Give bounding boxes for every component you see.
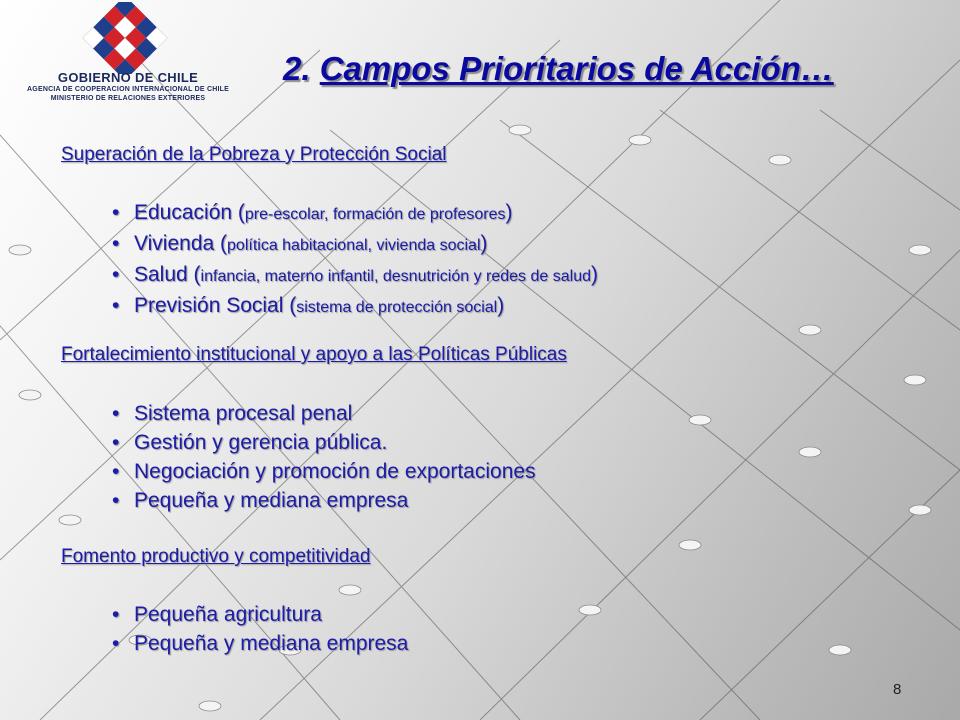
list-item: • Pequeña y mediana empresa — [112, 486, 536, 515]
list-item: • Pequeña agricultura — [112, 600, 408, 629]
list-item: • Negociación y promoción de exportaciones — [112, 457, 536, 486]
section-heading-fortalecimiento: Fortalecimiento institucional y apoyo a las Políticas Públicas — [61, 344, 567, 365]
list-item: • Sistema procesal penal — [112, 399, 536, 428]
bullet-icon: • — [112, 201, 120, 224]
list-item: • Gestión y gerencia pública. — [112, 428, 536, 457]
bullet-icon: • — [112, 232, 120, 255]
bullet-icon: • — [112, 431, 120, 454]
logo-agency-name: AGENCIA DE COOPERACION INTERNACIONAL DE CHILE — [27, 86, 229, 93]
bullet-icon: • — [112, 460, 120, 483]
section-list-fomento — [112, 600, 408, 658]
list-item: • Salud (infancia, materno infantil, desnutrición y redes de salud) — [112, 260, 598, 291]
section-heading-fomento: Fomento productivo y competitividad — [61, 546, 371, 567]
slide-title — [283, 50, 834, 88]
section-list-pobreza — [112, 198, 598, 322]
bullet-icon: • — [112, 603, 120, 626]
logo-government-name: GOBIERNO DE CHILE — [57, 70, 199, 85]
gobierno-de-chile-logo — [8, 2, 248, 110]
bullet-icon: • — [112, 294, 120, 317]
slide-title-text: Campos Prioritarios de Acción… — [319, 50, 834, 87]
bullet-icon: • — [112, 489, 120, 512]
bullet-icon: • — [112, 632, 120, 655]
list-item: • Previsión Social (sistema de protección social) — [112, 291, 598, 322]
chile-logo-mark-icon — [70, 2, 180, 74]
list-item: • Vivienda (política habitacional, vivienda social) — [112, 229, 598, 260]
section-heading-pobreza: Superación de la Pobreza y Protección Social — [61, 144, 447, 165]
bullet-icon: • — [112, 402, 120, 425]
list-item: • Pequeña y mediana empresa — [112, 629, 408, 658]
page-number: 8 — [893, 681, 902, 698]
logo-ministry-name: MINISTERIO DE RELACIONES EXTERIORES — [50, 95, 206, 102]
bullet-icon: • — [112, 263, 120, 286]
section-list-fortalecimiento — [112, 399, 536, 515]
list-item: • Educación (pre-escolar, formación de profesores) — [112, 198, 598, 229]
slide-title-number: 2. — [283, 50, 320, 87]
